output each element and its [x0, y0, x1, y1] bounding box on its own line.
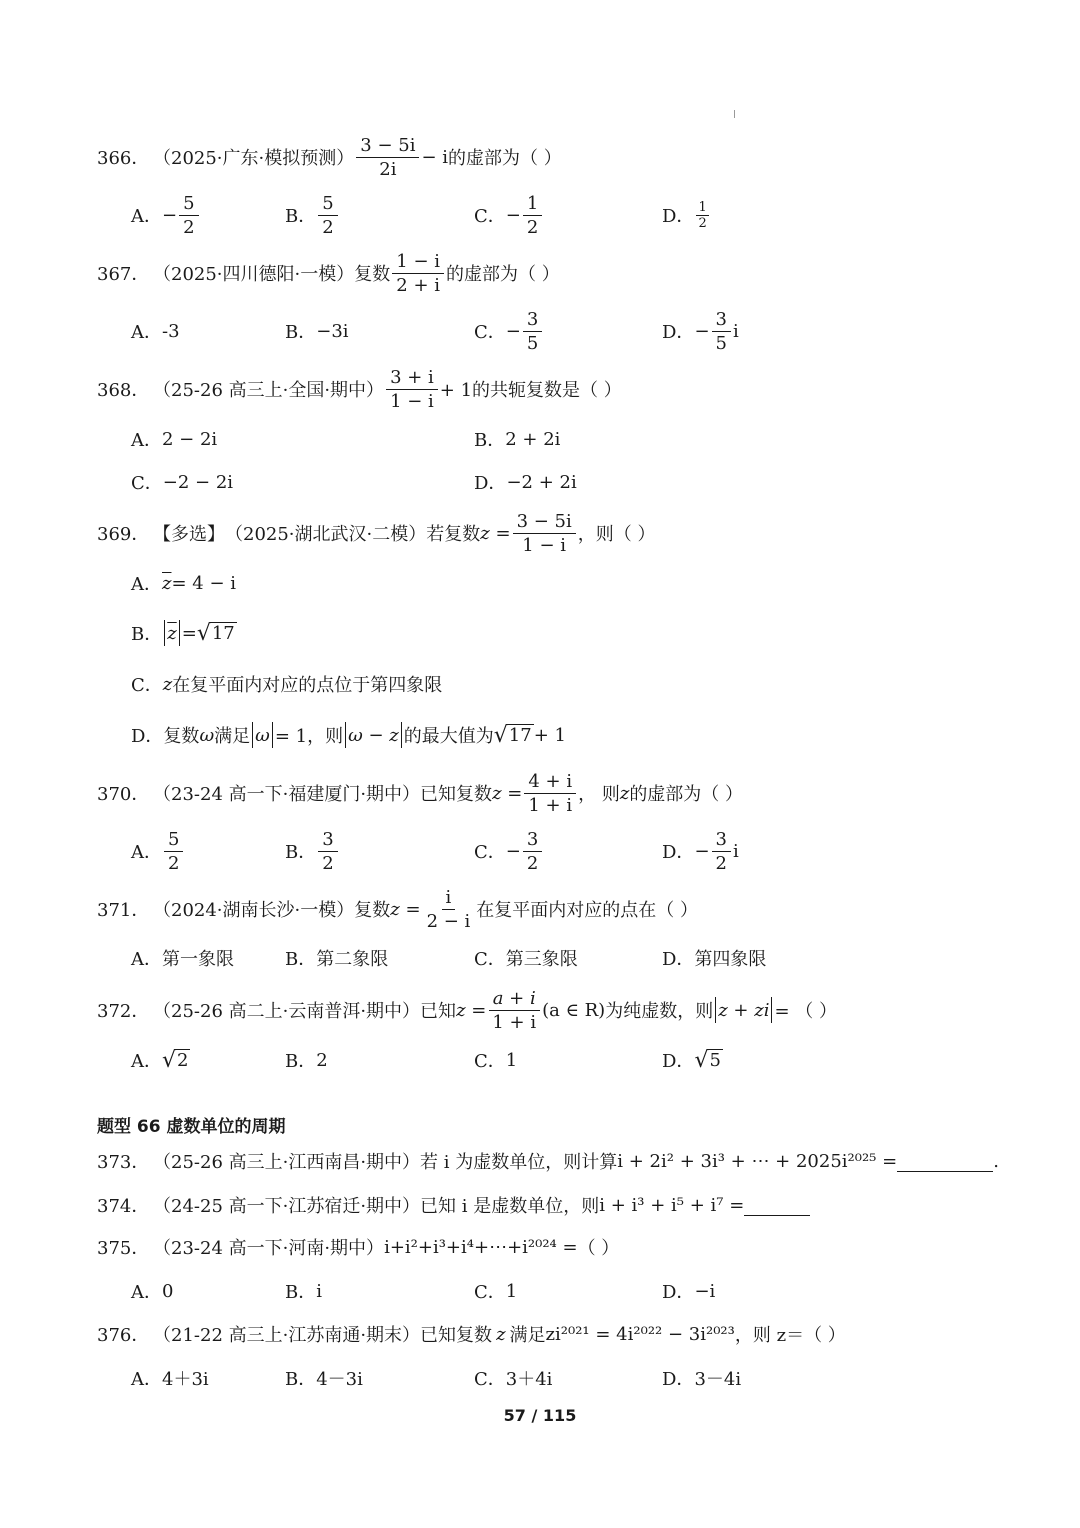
option-b: B． −3i: [285, 320, 349, 343]
option-d: D． −i: [662, 1280, 716, 1303]
option-d: D． − $\frac{3}{5}$ i: [662, 308, 739, 354]
option-b: B． 第二象限: [285, 949, 389, 970]
option-b: B． 2 + 2i: [474, 428, 561, 451]
fraction: $\frac{a + i}{1 + i}$: [488, 987, 540, 1034]
option-a: A． 2 − 2i: [131, 428, 218, 451]
option-d: D． 3－4i: [662, 1369, 742, 1390]
option-c: C． − $\frac{3}{2}$: [474, 828, 544, 874]
option-b: B． $\overline{z}$ = √ 17: [131, 620, 235, 646]
option-d: D． −2 + 2i: [474, 471, 577, 494]
page-number: 57 / 115: [503, 1406, 577, 1425]
option-b: B． i: [285, 1280, 322, 1303]
option-d: D． $\frac{1}{2}$: [662, 199, 707, 231]
answer-blank[interactable]: [897, 1151, 993, 1172]
fraction: $\frac{3 - 5i}{2i}$: [356, 134, 419, 181]
option-c: C． z 在复平面内对应的点位于第四象限: [131, 673, 443, 696]
option-c: C． 第三象限: [474, 949, 578, 970]
option-c: C． − $\frac{1}{2}$: [474, 192, 544, 238]
option-b: B． 4－3i: [285, 1369, 363, 1390]
fraction: $\frac{4 + i}{1 + i}$: [524, 770, 576, 817]
option-d: D． √ 5: [662, 1047, 721, 1073]
option-a: A． 4＋3i: [131, 1369, 209, 1390]
option-b: B． $\frac{3}{2}$: [285, 828, 340, 874]
option-a: A． 第一象限: [131, 949, 234, 970]
option-c: C． 3＋4i: [474, 1369, 553, 1390]
scan-mark: [734, 110, 735, 118]
question-371: 371． （2024·湖南长沙·一模）复数 z = $\frac{i}{2 - i}$ 在复平面内对应的点在（ ）: [97, 886, 699, 932]
answer-blank[interactable]: [744, 1195, 810, 1216]
question-376: 376． （21-22 高三上·江苏南通·期末）已知复数 z 满足 zi²⁰²¹ = 4i²⁰²² − 3i²⁰²³ ，则 z＝（ ）: [97, 1323, 846, 1346]
question-374: 374． （24-25 高一下·江苏宿迁·期中）已知 i 是虚数单位，则 i + i³ + i⁵ + i⁷ =: [97, 1180, 810, 1230]
option-a: A． $\overline{z}$ = 4 − i: [131, 572, 237, 595]
option-a: A． − $\frac{5}{2}$: [131, 192, 201, 238]
question-375: 375． （23-24 高一下·河南·期中） i+i²+i³+i⁴+⋯+i²⁰²⁴ = （ ）: [97, 1236, 620, 1259]
fraction: $\frac{3 - 5i}{1 - i}$: [513, 510, 576, 557]
option-d: D． 复数 ω 满足 ω = 1，则 ω − z 的最大值为 √ 17 + 1: [131, 722, 566, 748]
option-d: D． 第四象限: [662, 949, 767, 970]
fraction: $\frac{3 + i}{1 - i}$: [386, 366, 438, 413]
question-369: 369． 【多选】 （2025·湖北武汉·二模）若复数 z = $\frac{3 - 5i}{1 - i}$ ，则（ ）: [97, 510, 656, 556]
option-b: B． 2: [285, 1049, 328, 1072]
question-370: 370． （23-24 高一下·福建厦门·期中）已知复数 z = $\frac{4 + i}{1 + i}$ ， 则 z 的虚部为（ ）: [97, 770, 744, 816]
multi-select-tag: 【多选】: [153, 524, 225, 545]
question-368: 368． （25-26 高三上·全国·期中） $\frac{3 + i}{1 - i}$ + 1的共轭复数是（ ）: [97, 366, 622, 412]
option-a: A． $\frac{5}{2}$: [131, 828, 185, 874]
question-373: 373． （25-26 高三上·江西南昌·期中）若 i 为虚数单位，则计算 i + 2i² + 3i³ + ⋯ + 2025i²⁰²⁵ = .: [97, 1150, 999, 1173]
option-a: A． -3: [131, 320, 180, 343]
option-c: C． 1: [474, 1280, 518, 1303]
option-c: C． 1: [474, 1049, 518, 1072]
question-366: 366． （2025·广东·模拟预测） $\frac{3 - 5i}{2i}$ − i 的虚部为（ ）: [97, 134, 562, 180]
question-367: 367． （2025·四川德阳·一模）复数 $\frac{1 - i}{2 + i}$ 的虚部为（ ）: [97, 250, 560, 296]
question-372: 372． （25-26 高二上·云南普洱·期中）已知 z = $\frac{a + i}{1 + i}$ (a ∈ R) 为纯虚数，则 z + zi = （ ）: [97, 987, 837, 1033]
fraction: $\frac{1 - i}{2 + i}$: [392, 250, 444, 297]
fraction: $\frac{i}{2 - i}$: [426, 886, 471, 932]
option-a: A． √ 2: [131, 1047, 189, 1073]
option-c: C． −2 − 2i: [131, 471, 234, 494]
option-a: A． 0: [131, 1280, 174, 1303]
option-c: C． − $\frac{3}{5}$: [474, 308, 544, 354]
section-heading: 题型 66 虚数单位的周期: [97, 1117, 286, 1137]
option-b: B． $\frac{5}{2}$: [285, 192, 340, 238]
option-d: D． − $\frac{3}{2}$ i: [662, 828, 739, 874]
